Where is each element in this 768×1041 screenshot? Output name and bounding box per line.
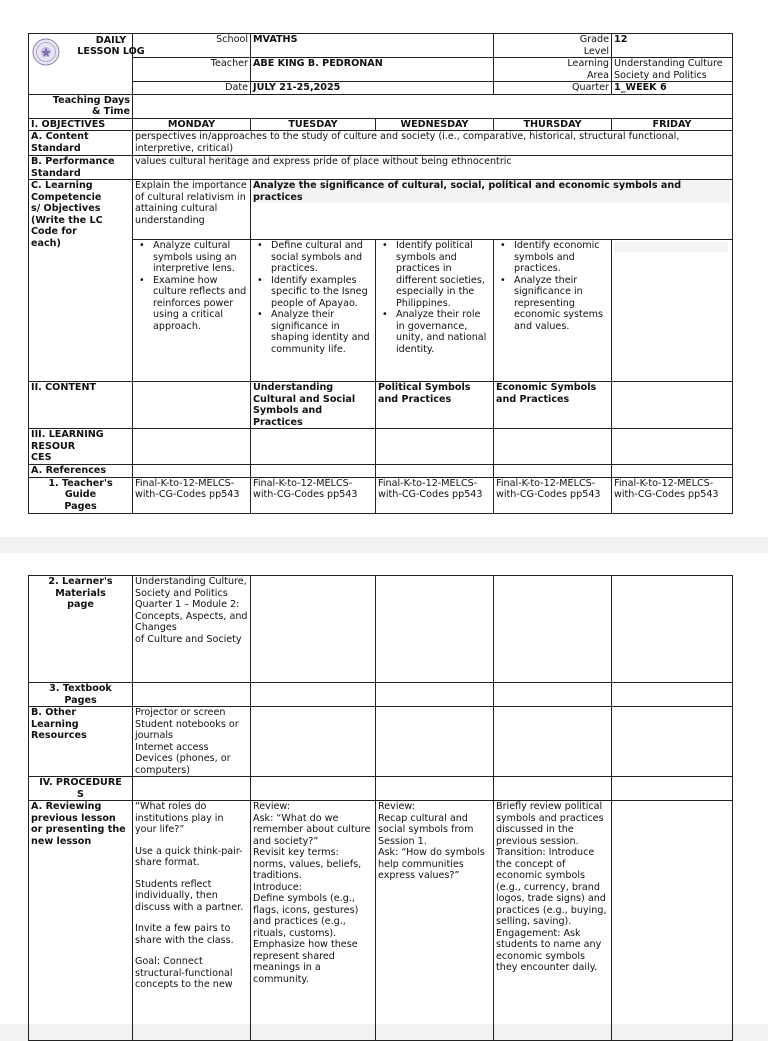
content-friday: [612, 382, 733, 429]
objective-item: • Identify political symbols and practices in different societies, especially in the Philippines.: [396, 240, 491, 309]
objective-item: • Analyze cultural symbols using an interpretive lens.: [153, 240, 248, 275]
other-resources-label: B. Other Learning Resources: [29, 707, 133, 777]
procedures-friday: [612, 777, 733, 801]
performance-standard-label: B. Performance Standard: [29, 156, 133, 180]
reviewing-tuesday: Review: Ask: “What do we remember about culture and society?” Revisit key terms: norms, values, beliefs, traditions. Introduce: Define symbols (e.g., flags, icons, gestures) and practices (e.g., rituals, customs). Emphasize how these represent shared meanings in a community.: [251, 801, 376, 1041]
friday-shaded-cell: [614, 242, 728, 252]
objectives-friday: [612, 240, 733, 382]
learning-resources-label: III. LEARNING RESOUR CES: [29, 429, 133, 465]
resources-tuesday: [251, 429, 376, 465]
references-thursday: [494, 465, 612, 478]
resources-thursday: [494, 429, 612, 465]
teaching-days-label: Teaching Days & Time: [29, 94, 133, 118]
teachers-guide-label: 1. Teacher's Guide Pages: [29, 477, 133, 513]
content-standard-value: perspectives in/approaches to the study of culture and society (i.e., comparative, historical, structural functional, interpretive, critical): [133, 131, 733, 156]
school-value: MVATHS: [251, 34, 494, 58]
daily-lesson-log-table: [28, 33, 733, 514]
reviewing-paragraph: “What roles do institutions play in your life?”: [135, 801, 224, 835]
teaching-days-value: [133, 94, 733, 118]
objective-item: • Identify examples specific to the Isneg people of Apayao.: [271, 275, 373, 310]
textbook-tuesday: [251, 683, 376, 707]
other-resources-tuesday: [251, 707, 376, 777]
learners-materials-thursday: [494, 576, 612, 683]
school-label: School: [133, 34, 251, 58]
objective-item: • Examine how culture reflects and reinforces power using a critical approach.: [153, 275, 248, 333]
quarter-label: Quarter: [494, 82, 612, 95]
objectives-thursday: [494, 240, 612, 382]
learning-competencies-label: C. Learning Competencie s/ Objectives (Write the LC Code for each): [29, 180, 133, 382]
reviewing-paragraph: Invite a few pairs to share with the class.: [135, 923, 234, 946]
teachers-guide-thursday: Final-K-to-12-MELCS-with-CG-Codes pp543: [494, 477, 612, 513]
other-resources-wednesday: [376, 707, 494, 777]
objectives-label: I. OBJECTIVES: [29, 118, 133, 131]
resources-monday: [133, 429, 251, 465]
learners-materials-monday: Understanding Culture, Society and Politics Quarter 1 – Module 2: Concepts, Aspects, and Changes of Culture and Society: [133, 576, 251, 683]
procedures-wednesday: [376, 777, 494, 801]
references-friday: [612, 465, 733, 478]
day-header-friday: FRIDAY: [612, 118, 733, 131]
other-resources-thursday: [494, 707, 612, 777]
document-title: DAILY LESSON LOG: [77, 35, 145, 57]
reviewing-friday: [612, 801, 733, 1041]
learners-materials-friday: [612, 576, 733, 683]
lc-monday: Explain the importance of cultural relativism in attaining cultural understanding: [133, 180, 251, 240]
learning-area-value: Understanding Culture Society and Politics: [612, 58, 733, 82]
day-header-wednesday: WEDNESDAY: [376, 118, 494, 131]
date-label: Date: [133, 82, 251, 95]
content-monday: [133, 382, 251, 429]
quarter-value: 1_WEEK 6: [612, 82, 733, 95]
grade-level-value: 12: [612, 34, 733, 58]
teachers-guide-friday: Final-K-to-12-MELCS-with-CG-Codes pp543: [612, 477, 733, 513]
learners-materials-wednesday: [376, 576, 494, 683]
grade-level-label: Grade Level: [494, 34, 612, 58]
references-wednesday: [376, 465, 494, 478]
content-thursday: Economic Symbols and Practices: [494, 382, 612, 429]
day-header-tuesday: TUESDAY: [251, 118, 376, 131]
content-tuesday: Understanding Cultural and Social Symbols and Practices: [251, 382, 376, 429]
references-label: A. References: [29, 465, 133, 478]
textbook-monday: [133, 683, 251, 707]
deped-seal-icon: [32, 38, 60, 66]
procedures-thursday: [494, 777, 612, 801]
objectives-wednesday: [376, 240, 494, 382]
resources-wednesday: [376, 429, 494, 465]
learners-materials-label: 2. Learner's Materials page: [29, 576, 133, 683]
teachers-guide-tuesday: Final-K-to-12-MELCS-with-CG-Codes pp543: [251, 477, 376, 513]
reviewing-paragraph: Goal: Connect structural-functional concepts to the new: [135, 956, 233, 990]
day-header-monday: MONDAY: [133, 118, 251, 131]
textbook-thursday: [494, 683, 612, 707]
reviewing-paragraph: Use a quick think-pair-share format.: [135, 845, 243, 868]
textbook-pages-label: 3. Textbook Pages: [29, 683, 133, 707]
content-standard-label: A. Content Standard: [29, 131, 133, 156]
content-wednesday: Political Symbols and Practices: [376, 382, 494, 429]
reviewing-thursday: Briefly review political symbols and practices discussed in the previous session. Transition: Introduce the concept of economic symbols (e.g., currency, brand logos, trade signs) and practices (e.g., buying, selling, saving). Engagement: Ask students to name any economic symbols they encounter daily.: [494, 801, 612, 1041]
textbook-wednesday: [376, 683, 494, 707]
objective-item: • Analyze their significance in shaping identity and community life.: [271, 309, 373, 355]
procedures-label: IV. PROCEDURE S: [29, 777, 133, 801]
objectives-monday: [133, 240, 251, 382]
teachers-guide-wednesday: Final-K-to-12-MELCS-with-CG-Codes pp543: [376, 477, 494, 513]
teacher-label: Teacher: [133, 58, 251, 82]
resources-friday: [612, 429, 733, 465]
teachers-guide-monday: Final-K-to-12-MELCS-with-CG-Codes pp543: [133, 477, 251, 513]
procedures-monday: [133, 777, 251, 801]
procedures-tuesday: [251, 777, 376, 801]
objective-item: • Analyze their role in governance, unity, and national identity.: [396, 309, 491, 355]
reviewing-lesson-label: A. Reviewing previous lesson or presenting the new lesson: [29, 801, 133, 1041]
reviewing-wednesday: Review: Recap cultural and social symbols from Session 1. Ask: “How do symbols help communities express values?”: [376, 801, 494, 1041]
objectives-tuesday: [251, 240, 376, 382]
header-logo-cell: [29, 34, 145, 95]
learning-area-label: Learning Area: [494, 58, 612, 82]
reviewing-monday: [133, 801, 251, 1041]
objective-item: • Identify economic symbols and practices.: [514, 240, 609, 275]
date-value: JULY 21-25,2025: [251, 82, 494, 95]
daily-lesson-log-table-continued: [28, 575, 733, 1041]
day-header-thursday: THURSDAY: [494, 118, 612, 131]
objective-item: • Analyze their significance in representing economic systems and values.: [514, 275, 609, 333]
lc-shared-text: Analyze the significance of cultural, social, political and economic symbols and practices: [253, 180, 730, 203]
teacher-value: ABE KING B. PEDRONAN: [251, 58, 494, 82]
lc-shared: [251, 180, 733, 240]
content-label: II. CONTENT: [29, 382, 133, 429]
references-monday: [133, 465, 251, 478]
references-tuesday: [251, 465, 376, 478]
reviewing-paragraph: Students reflect individually, then discuss with a partner.: [135, 878, 244, 913]
learners-materials-tuesday: [251, 576, 376, 683]
other-resources-monday: Projector or screen Student notebooks or journals Internet access Devices (phones, or computers): [133, 707, 251, 777]
textbook-friday: [612, 683, 733, 707]
performance-standard-value: values cultural heritage and express pride of place without being ethnocentric: [133, 156, 733, 180]
other-resources-friday: [612, 707, 733, 777]
objective-item: • Define cultural and social symbols and practices.: [271, 240, 373, 275]
